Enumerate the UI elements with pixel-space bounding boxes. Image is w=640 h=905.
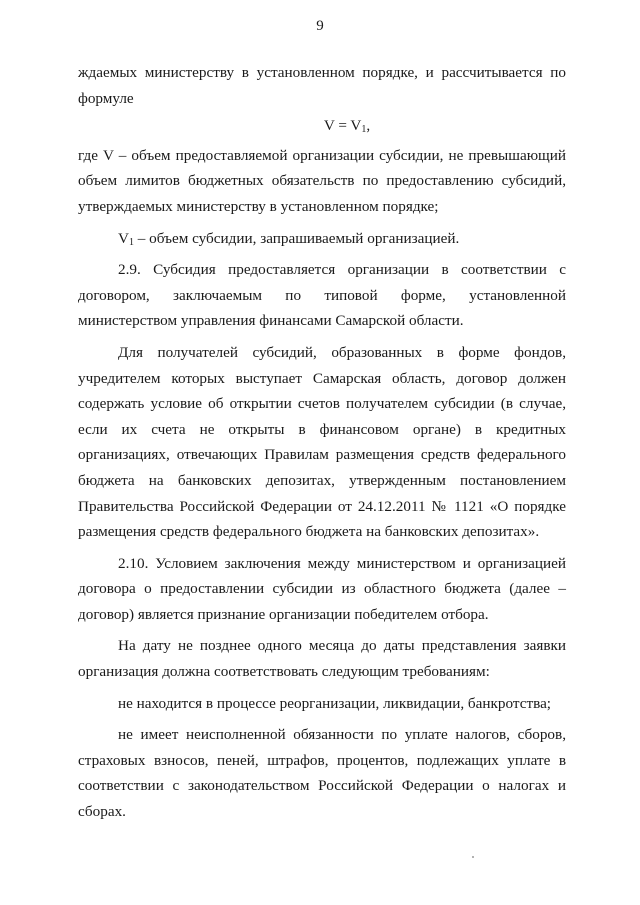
paragraph-requirement-reorganization: не находится в процессе реорганизации, ликвидации, банкротства; bbox=[118, 694, 552, 712]
formula-main: V = V bbox=[323, 117, 362, 135]
paragraph-formula-intro: ждаемых министерству в установленном порядке, и рассчитывается по формуле bbox=[78, 64, 566, 107]
scan-speck bbox=[472, 856, 474, 858]
v1-definition-text: – объем субсидии, запрашиваемый организацией. bbox=[133, 229, 460, 247]
page-number: 9 bbox=[316, 18, 324, 34]
paragraph-requirement-taxes: не имеет неисполненной обязанности по уплате налогов, сборов, страховых взносов, пеней, штрафов, процентов, подлежащих уплате в соответствии с законодательством Российской Федерации о налогах и сборах. bbox=[78, 726, 566, 821]
formula-subscript: 1 bbox=[361, 124, 367, 136]
paragraph-definition-v1 bbox=[78, 226, 566, 252]
paragraph-requirements-intro: На дату не позднее одного месяца до даты представления заявки организация должна соответствовать следующим требованиям: bbox=[78, 637, 566, 681]
paragraph-definition-v: где V – объем предоставляемой организации субсидии, не превышающий объем лимитов бюджетных обязательств по предоставлению субсидий, утверждаемых министерству в установленном порядке; bbox=[78, 146, 566, 215]
formula bbox=[78, 113, 566, 139]
document-body bbox=[78, 60, 566, 825]
paragraph-clause-2-10: 2.10. Условием заключения между министерством и организацией договора о предоставлении субсидии из областного бюджета (далее – договор) является признание организации победителем отбора. bbox=[78, 554, 566, 623]
v1-symbol: V bbox=[118, 229, 129, 247]
formula-tail: , bbox=[366, 117, 371, 135]
paragraph-funds-accounts: Для получателей субсидий, образованных в форме фондов, учредителем которых выступает Самарская область, договор должен содержать условие об открытии счетов получателем субсидии (в случае, если их счета не открыты в финансовом органе) в кредитных организациях, отвечающих Правилам размещения средств федерального бюджета на банковских депозитах, утвержденным постановлением Правительства Российской Федерации от 24.12.2011 № 1121 «О порядке размещения средств федерального бюджета на банковских депозитах». bbox=[78, 343, 566, 541]
v1-subscript: 1 bbox=[128, 236, 134, 248]
paragraph-clause-2-9: 2.9. Субсидия предоставляется организации в соответствии с договором, заключаемым по типовой форме, установленной министерством управления финансами Самарской области. bbox=[78, 261, 566, 330]
